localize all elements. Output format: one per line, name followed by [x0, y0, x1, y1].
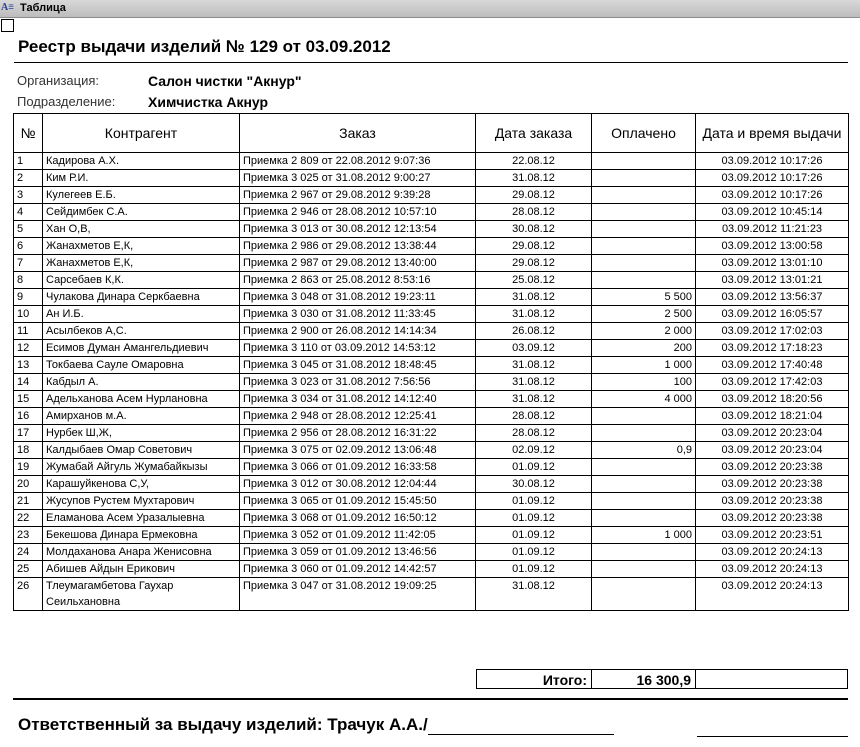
cell-paid — [592, 187, 696, 204]
window-title: Таблица — [20, 2, 66, 14]
cell-number: 17 — [14, 425, 43, 442]
cell-order-date: 25.08.12 — [476, 272, 592, 289]
cell-paid — [592, 272, 696, 289]
cell-order-date: 28.08.12 — [476, 425, 592, 442]
cell-counterparty: Чулакова Динара Серкбаевна — [43, 289, 240, 306]
cell-order: Приемка 3 047 от 31.08.2012 19:09:25 — [240, 578, 476, 611]
cell-issue-datetime: 03.09.2012 18:21:04 — [696, 408, 849, 425]
cell-order-date: 29.08.12 — [476, 255, 592, 272]
cell-order-date: 31.08.12 — [476, 391, 592, 408]
cell-order: Приемка 2 809 от 22.08.2012 9:07:36 — [240, 153, 476, 170]
table-header-row — [14, 114, 849, 153]
cell-counterparty: Ан И.Б. — [43, 306, 240, 323]
cell-issue-datetime: 03.09.2012 11:21:23 — [696, 221, 849, 238]
cell-order-date: 28.08.12 — [476, 408, 592, 425]
table-row — [14, 238, 849, 255]
cell-order: Приемка 3 030 от 31.08.2012 11:33:45 — [240, 306, 476, 323]
cell-order: Приемка 2 967 от 29.08.2012 9:39:28 — [240, 187, 476, 204]
cell-order: Приемка 2 986 от 29.08.2012 13:38:44 — [240, 238, 476, 255]
department-label: Подразделение: — [17, 94, 116, 109]
cell-issue-datetime: 03.09.2012 18:20:56 — [696, 391, 849, 408]
cell-order: Приемка 2 948 от 28.08.2012 12:25:41 — [240, 408, 476, 425]
table-row — [14, 170, 849, 187]
header-order-date: Дата заказа — [476, 114, 592, 153]
cell-paid: 100 — [592, 374, 696, 391]
table-row — [14, 204, 849, 221]
table-row — [14, 187, 849, 204]
cell-number: 1 — [14, 153, 43, 170]
cell-paid: 5 500 — [592, 289, 696, 306]
cell-issue-datetime: 03.09.2012 20:23:38 — [696, 510, 849, 527]
cell-number: 9 — [14, 289, 43, 306]
document-title: Реестр выдачи изделий № 129 от 03.09.2012 — [18, 37, 391, 56]
cell-number: 12 — [14, 340, 43, 357]
cell-paid — [592, 476, 696, 493]
cell-counterparty: Кадирова А.Х. — [43, 153, 240, 170]
cell-order-date: 31.08.12 — [476, 306, 592, 323]
cell-order-date: 31.08.12 — [476, 170, 592, 187]
cell-order: Приемка 3 059 от 01.09.2012 13:46:56 — [240, 544, 476, 561]
cell-paid — [592, 459, 696, 476]
title-underline — [14, 62, 848, 63]
department-value: Химчистка Акнур — [148, 94, 269, 110]
cell-number: 3 — [14, 187, 43, 204]
select-all-corner[interactable] — [1, 19, 14, 32]
cell-number: 11 — [14, 323, 43, 340]
cell-order: Приемка 3 025 от 31.08.2012 9:00:27 — [240, 170, 476, 187]
table-row — [14, 289, 849, 306]
cell-issue-datetime: 03.09.2012 20:23:04 — [696, 425, 849, 442]
header-counterparty: Контрагент — [43, 114, 240, 153]
header-number: № — [14, 114, 43, 153]
cell-paid — [592, 493, 696, 510]
table-row — [14, 340, 849, 357]
cell-order-date: 01.09.12 — [476, 544, 592, 561]
cell-paid — [592, 255, 696, 272]
cell-order: Приемка 2 987 от 29.08.2012 13:40:00 — [240, 255, 476, 272]
cell-paid: 200 — [592, 340, 696, 357]
cell-number: 21 — [14, 493, 43, 510]
cell-order-date: 03.09.12 — [476, 340, 592, 357]
table-row — [14, 255, 849, 272]
cell-issue-datetime: 03.09.2012 17:02:03 — [696, 323, 849, 340]
cell-order-date: 26.08.12 — [476, 323, 592, 340]
cell-issue-datetime: 03.09.2012 20:23:51 — [696, 527, 849, 544]
totals-extra — [695, 669, 848, 689]
cell-paid — [592, 510, 696, 527]
cell-paid: 1 000 — [592, 357, 696, 374]
cell-order: Приемка 3 034 от 31.08.2012 14:12:40 — [240, 391, 476, 408]
cell-counterparty: Кулегеев Е.Б. — [43, 187, 240, 204]
cell-order: Приемка 2 900 от 26.08.2012 14:14:34 — [240, 323, 476, 340]
cell-order-date: 29.08.12 — [476, 238, 592, 255]
table-row — [14, 408, 849, 425]
organization-value: Салон чистки "Акнур" — [148, 73, 302, 89]
header-issue-datetime: Дата и время выдачи — [696, 114, 849, 153]
cell-number: 22 — [14, 510, 43, 527]
cell-order: Приемка 3 066 от 01.09.2012 16:33:58 — [240, 459, 476, 476]
cell-order-date: 01.09.12 — [476, 510, 592, 527]
cell-order: Приемка 2 956 от 28.08.2012 16:31:22 — [240, 425, 476, 442]
cell-number: 19 — [14, 459, 43, 476]
table-row — [14, 374, 849, 391]
cell-order: Приемка 3 060 от 01.09.2012 14:42:57 — [240, 561, 476, 578]
cell-order-date: 01.09.12 — [476, 561, 592, 578]
cell-number: 25 — [14, 561, 43, 578]
cell-issue-datetime: 03.09.2012 13:00:58 — [696, 238, 849, 255]
totals-value: 16 300,9 — [591, 669, 696, 689]
cell-issue-datetime: 03.09.2012 20:24:13 — [696, 578, 849, 611]
cell-counterparty: Сарсебаев К,К. — [43, 272, 240, 289]
table-row — [14, 527, 849, 544]
table-row — [14, 391, 849, 408]
window-title-bar — [0, 0, 860, 18]
table-row — [14, 476, 849, 493]
cell-counterparty: Жанахметов Е,К, — [43, 238, 240, 255]
cell-paid — [592, 544, 696, 561]
cell-paid — [592, 408, 696, 425]
cell-counterparty: Жусупов Рустем Мухтарович — [43, 493, 240, 510]
cell-issue-datetime: 03.09.2012 13:01:21 — [696, 272, 849, 289]
cell-order: Приемка 2 946 от 28.08.2012 10:57:10 — [240, 204, 476, 221]
cell-counterparty: Кабдыл А. — [43, 374, 240, 391]
cell-issue-datetime: 03.09.2012 17:40:48 — [696, 357, 849, 374]
cell-counterparty: Сейдимбек С.А. — [43, 204, 240, 221]
table-row — [14, 323, 849, 340]
cell-order: Приемка 3 068 от 01.09.2012 16:50:12 — [240, 510, 476, 527]
cell-order-date: 01.09.12 — [476, 527, 592, 544]
cell-order: Приемка 3 110 от 03.09.2012 14:53:12 — [240, 340, 476, 357]
cell-paid — [592, 153, 696, 170]
cell-counterparty: Адельханова Асем Нурлановна — [43, 391, 240, 408]
cell-order-date: 28.08.12 — [476, 204, 592, 221]
cell-counterparty: Тлеумагамбетова Гаухар Сеильхановна — [43, 578, 240, 611]
table-row — [14, 221, 849, 238]
cell-paid — [592, 578, 696, 611]
cell-order: Приемка 3 023 от 31.08.2012 7:56:56 — [240, 374, 476, 391]
signature-line — [428, 716, 614, 735]
cell-counterparty: Есимов Думан Амангельдиевич — [43, 340, 240, 357]
table-row — [14, 425, 849, 442]
cell-number: 8 — [14, 272, 43, 289]
cell-issue-datetime: 03.09.2012 17:18:23 — [696, 340, 849, 357]
cell-order: Приемка 3 048 от 31.08.2012 19:23:11 — [240, 289, 476, 306]
cell-number: 4 — [14, 204, 43, 221]
cell-issue-datetime: 03.09.2012 20:24:13 — [696, 544, 849, 561]
table-row — [14, 442, 849, 459]
cell-number: 14 — [14, 374, 43, 391]
cell-order-date: 01.09.12 — [476, 459, 592, 476]
cell-paid — [592, 221, 696, 238]
cell-paid — [592, 204, 696, 221]
cell-counterparty: Молдаханова Анара Женисовна — [43, 544, 240, 561]
cell-number: 6 — [14, 238, 43, 255]
cell-number: 10 — [14, 306, 43, 323]
cell-issue-datetime: 03.09.2012 10:45:14 — [696, 204, 849, 221]
cell-issue-datetime: 03.09.2012 20:24:13 — [696, 561, 849, 578]
cell-number: 23 — [14, 527, 43, 544]
cell-number: 20 — [14, 476, 43, 493]
cell-number: 5 — [14, 221, 43, 238]
cell-order-date: 01.09.12 — [476, 493, 592, 510]
cell-number: 18 — [14, 442, 43, 459]
cell-number: 2 — [14, 170, 43, 187]
cell-order-date: 31.08.12 — [476, 357, 592, 374]
cell-counterparty: Амирханов м.А. — [43, 408, 240, 425]
cell-order-date: 29.08.12 — [476, 187, 592, 204]
cell-number: 15 — [14, 391, 43, 408]
cell-issue-datetime: 03.09.2012 20:23:04 — [696, 442, 849, 459]
cell-order: Приемка 3 052 от 01.09.2012 11:42:05 — [240, 527, 476, 544]
signature-line-right — [697, 736, 848, 737]
cell-number: 7 — [14, 255, 43, 272]
table-row — [14, 510, 849, 527]
cell-issue-datetime: 03.09.2012 20:23:38 — [696, 493, 849, 510]
cell-issue-datetime: 03.09.2012 10:17:26 — [696, 170, 849, 187]
table-row — [14, 578, 849, 611]
cell-order: Приемка 3 075 от 02.09.2012 13:06:48 — [240, 442, 476, 459]
cell-number: 13 — [14, 357, 43, 374]
cell-counterparty: Токбаева Сауле Омаровна — [43, 357, 240, 374]
table-row — [14, 493, 849, 510]
totals-label: Итого: — [476, 669, 592, 689]
cell-paid — [592, 425, 696, 442]
cell-paid: 2 000 — [592, 323, 696, 340]
cell-counterparty: Абишев Айдын Ерикович — [43, 561, 240, 578]
cell-order: Приемка 3 045 от 31.08.2012 18:48:45 — [240, 357, 476, 374]
cell-counterparty: Асылбеков А,С. — [43, 323, 240, 340]
cell-counterparty: Хан О,В, — [43, 221, 240, 238]
footer-rule — [13, 698, 848, 700]
cell-issue-datetime: 03.09.2012 13:56:37 — [696, 289, 849, 306]
cell-counterparty: Жанахметов Е,К, — [43, 255, 240, 272]
responsible-label: Ответственный за выдачу изделий: Трачук А.А./ — [18, 715, 428, 734]
cell-order-date: 31.08.12 — [476, 578, 592, 611]
cell-issue-datetime: 03.09.2012 20:23:38 — [696, 459, 849, 476]
cell-paid: 4 000 — [592, 391, 696, 408]
cell-counterparty: Нурбек Ш,Ж, — [43, 425, 240, 442]
issue-register-table — [13, 113, 849, 611]
cell-counterparty: Калдыбаев Омар Советович — [43, 442, 240, 459]
responsible-signature — [18, 715, 614, 735]
cell-paid: 0,9 — [592, 442, 696, 459]
cell-issue-datetime: 03.09.2012 10:17:26 — [696, 153, 849, 170]
cell-paid — [592, 238, 696, 255]
table-row — [14, 459, 849, 476]
cell-order-date: 22.08.12 — [476, 153, 592, 170]
cell-paid — [592, 170, 696, 187]
table-row — [14, 357, 849, 374]
cell-issue-datetime: 03.09.2012 17:42:03 — [696, 374, 849, 391]
cell-order: Приемка 2 863 от 25.08.2012 8:53:16 — [240, 272, 476, 289]
table-row — [14, 272, 849, 289]
cell-counterparty: Жумабай Айгуль Жумабайкызы — [43, 459, 240, 476]
cell-number: 16 — [14, 408, 43, 425]
organization-label: Организация: — [17, 73, 100, 88]
header-order: Заказ — [240, 114, 476, 153]
header-paid: Оплачено — [592, 114, 696, 153]
cell-paid: 2 500 — [592, 306, 696, 323]
cell-order: Приемка 3 013 от 30.08.2012 12:13:54 — [240, 221, 476, 238]
table-app-icon: A≡ — [1, 2, 14, 13]
table-row — [14, 544, 849, 561]
cell-issue-datetime: 03.09.2012 16:05:57 — [696, 306, 849, 323]
cell-counterparty: Ким Р.И. — [43, 170, 240, 187]
cell-order-date: 02.09.12 — [476, 442, 592, 459]
cell-order-date: 31.08.12 — [476, 289, 592, 306]
cell-counterparty: Карашуйкенова С,У, — [43, 476, 240, 493]
cell-counterparty: Еламанова Асем Уразалыевна — [43, 510, 240, 527]
cell-order: Приемка 3 065 от 01.09.2012 15:45:50 — [240, 493, 476, 510]
table-row — [14, 306, 849, 323]
cell-issue-datetime: 03.09.2012 13:01:10 — [696, 255, 849, 272]
cell-counterparty: Бекешова Динара Ермековна — [43, 527, 240, 544]
cell-order-date: 30.08.12 — [476, 476, 592, 493]
cell-paid — [592, 561, 696, 578]
table-row — [14, 561, 849, 578]
cell-order-date: 30.08.12 — [476, 221, 592, 238]
table-row — [14, 153, 849, 170]
cell-issue-datetime: 03.09.2012 10:17:26 — [696, 187, 849, 204]
cell-number: 26 — [14, 578, 43, 611]
cell-paid: 1 000 — [592, 527, 696, 544]
cell-number: 24 — [14, 544, 43, 561]
cell-issue-datetime: 03.09.2012 20:23:38 — [696, 476, 849, 493]
cell-order-date: 31.08.12 — [476, 374, 592, 391]
cell-order: Приемка 3 012 от 30.08.2012 12:04:44 — [240, 476, 476, 493]
